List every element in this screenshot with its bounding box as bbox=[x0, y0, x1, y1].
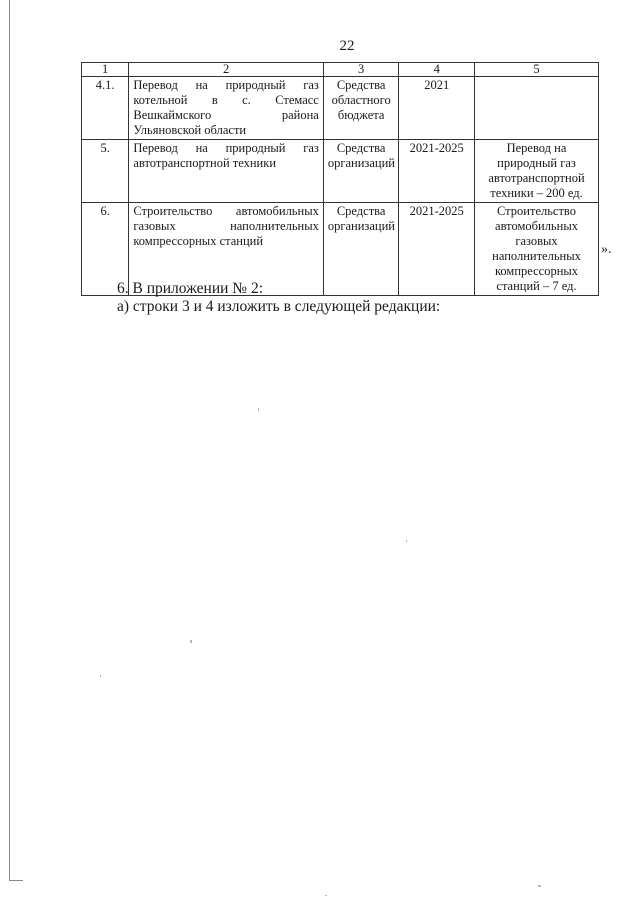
row-name: Перевод на природный газ котельной в с. Стемасс Вешкаймского района Ульяновской области bbox=[129, 77, 324, 140]
row-period: 2021-2025 bbox=[399, 140, 475, 203]
page-number: 22 bbox=[339, 38, 355, 54]
scan-speck bbox=[325, 895, 327, 896]
row-name: Перевод на природный газ автотранспортной техники bbox=[129, 140, 324, 203]
row-number: 5. bbox=[82, 140, 129, 203]
table-header-cell: 3 bbox=[323, 63, 399, 77]
table-row bbox=[82, 140, 599, 203]
scan-speck bbox=[258, 408, 259, 411]
row-source: Средства организаций bbox=[323, 140, 399, 203]
row-number: 4.1. bbox=[82, 77, 129, 140]
table-header-cell: 1 bbox=[82, 63, 129, 77]
scan-speck bbox=[100, 675, 101, 677]
row-source: Средства организаций bbox=[323, 203, 399, 296]
scan-speck bbox=[406, 540, 407, 542]
table-row bbox=[82, 77, 599, 140]
paragraph-rows-3-4: а) строки 3 и 4 изложить в следующей редакции: bbox=[117, 298, 441, 315]
row-result: Строительство автомобильных газовых наполнительных компрессорных станций – 7 ед. bbox=[475, 203, 599, 296]
row-result bbox=[475, 77, 599, 140]
table-header-cell: 4 bbox=[399, 63, 475, 77]
table-header-cell: 2 bbox=[129, 63, 324, 77]
row-number: 6. bbox=[82, 203, 129, 296]
row-source: Средства областного бюджета bbox=[323, 77, 399, 140]
scan-speck bbox=[190, 640, 192, 643]
row-period: 2021-2025 bbox=[399, 203, 475, 296]
program-table bbox=[81, 62, 599, 296]
page-edge-bottom bbox=[9, 880, 23, 881]
table-header-cell: 5 bbox=[475, 63, 599, 77]
table-header-row bbox=[82, 63, 599, 77]
closing-quote: ». bbox=[601, 242, 612, 257]
row-name: Строительство автомобильных газовых наполнительных компрессорных станций bbox=[129, 203, 324, 296]
row-result: Перевод на природный газ автотранспортной техники – 200 ед. bbox=[475, 140, 599, 203]
scan-speck bbox=[538, 885, 541, 887]
page-edge-left bbox=[9, 0, 10, 880]
paragraph-appendix-2: 6. В приложении № 2: bbox=[117, 280, 264, 297]
row-period: 2021 bbox=[399, 77, 475, 140]
